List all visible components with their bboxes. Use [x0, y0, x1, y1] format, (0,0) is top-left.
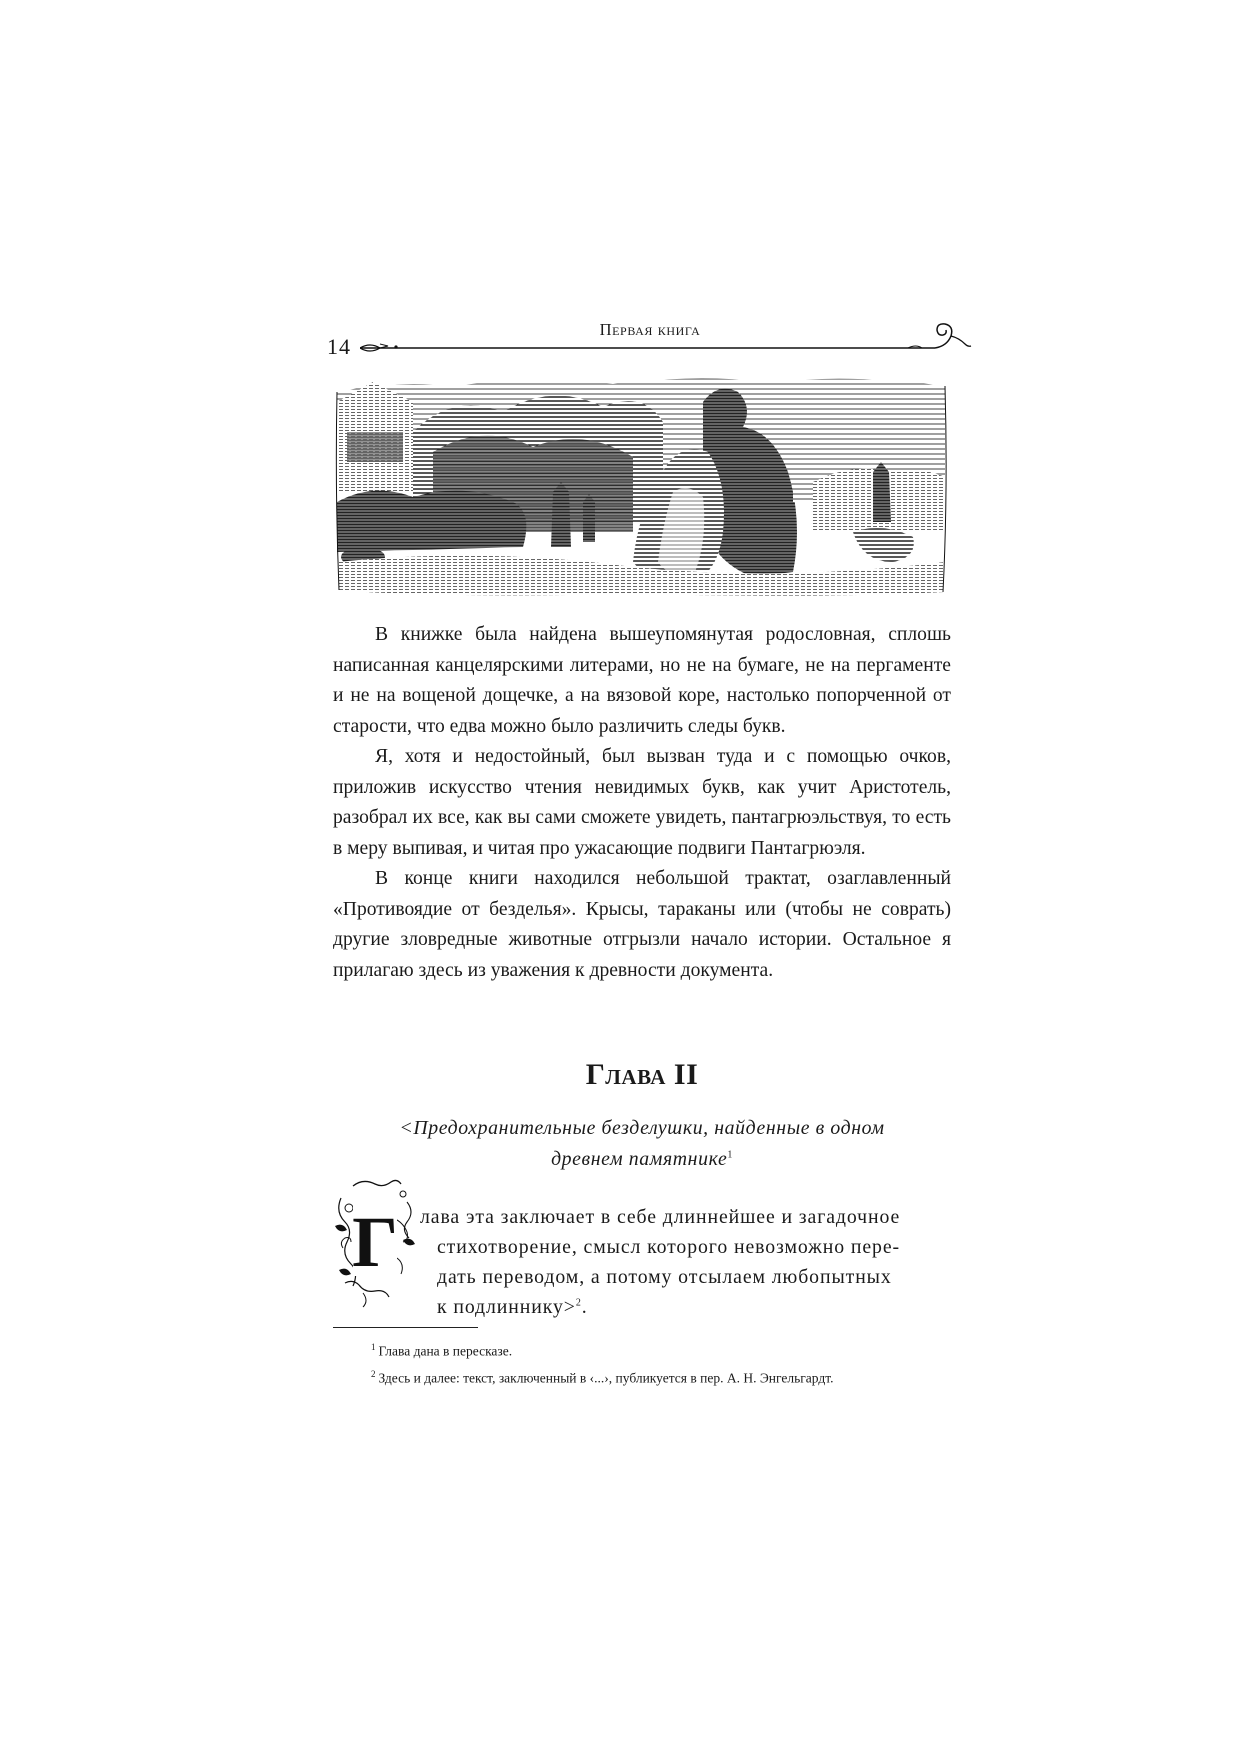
footnote	[371, 1363, 971, 1390]
paragraph: В книжке была найдена вышеупомянутая родословная, сплошь написанная канцелярскими литерами, но не на бумаге, не на пергаменте и не на вощеной дощечке, а на вязовой коре, настолько попорченной от старости, что едва можно было различить следы букв.	[333, 624, 951, 737]
chapter-text-line: лава эта заключает в себе длиннейшее и загадочное	[420, 1206, 901, 1228]
subtitle-line: <Предохранительные безделушки, найденные в одном	[399, 1117, 885, 1139]
chapter-title: Глава II	[585, 1058, 699, 1091]
footnote-rule	[333, 1327, 478, 1328]
chapter-text	[420, 1202, 951, 1322]
dropcap-letter: Г	[352, 1202, 398, 1282]
footnote-mark: 1	[371, 1342, 376, 1352]
period: .	[581, 1296, 588, 1318]
paragraph: В конце книги находился небольшой трактат, озаглавленный «Противоядие от безделья». Крысы, тараканы или (чтобы не соврать) другие зловредные животные отгрызли начало истории. Остальное я прилагаю здесь из уважения к древности документа.	[333, 868, 951, 981]
footnote-text: Здесь и далее: текст, заключенный в ‹...›, публикуется в пер. А. Н. Энгельгардт.	[378, 1370, 834, 1385]
engraving-illustration	[333, 372, 948, 599]
chapter-subtitle	[333, 1113, 951, 1175]
footnote-ref: 1	[727, 1149, 733, 1161]
footnote-text: Глава дана в пересказе.	[378, 1343, 513, 1359]
ornamental-dropcap	[333, 1178, 420, 1308]
footnote-ref: 2	[575, 1297, 582, 1309]
running-head: Первая книга	[599, 320, 701, 339]
chapter-text-line	[420, 1292, 951, 1322]
page-number: 14	[327, 334, 351, 359]
footnote-mark: 2	[371, 1368, 376, 1379]
chapter-text-line: стихотворение, смысл которого невозможно пере-	[437, 1236, 900, 1258]
subtitle-line	[333, 1144, 951, 1175]
footnote	[371, 1336, 971, 1363]
footnotes	[371, 1336, 971, 1389]
chapter-text-line: дать переводом, а потому отсылаем любопытных	[437, 1266, 892, 1288]
body-text	[333, 620, 951, 986]
subtitle-text: древнем памятнике	[551, 1148, 728, 1170]
paragraph: Я, хотя и недостойный, был вызван туда и с помощью очков, приложив искусство чтения невидимых букв, как учит Аристотель, разобрал их все, как вы сами сможете увидеть, пантагрюэльствуя, то есть в меру выпивая, и читая про ужасающие подвиги Пантагрюэля.	[333, 746, 951, 859]
chapter-text-end: к подлиннику>	[437, 1296, 576, 1318]
